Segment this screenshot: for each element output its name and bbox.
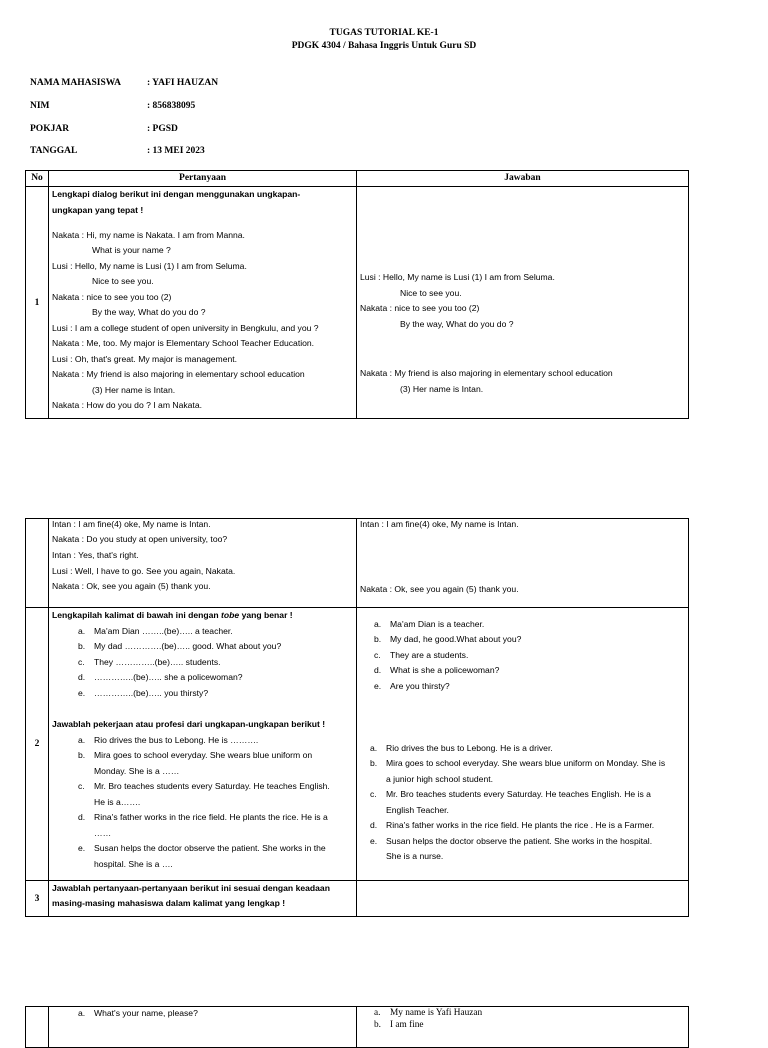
answer-item: c. They are a students. [374,650,469,660]
list-item: d. Rina's father works in the rice field. He plants the rice. He is a [78,812,328,822]
question-cell [49,608,357,881]
answer-item: b. My dad, he good.What about you? [374,634,522,644]
answer-line: Lusi : Hello, My name is Lusi (1) I am from Seluma. [360,272,555,282]
question-cell [49,881,357,917]
dialog-line: Nakata : Me, too. My major is Elementary School Teacher Education. [52,338,315,348]
dialog-line: Lusi : Well, I have to go. See you again, Nakata. [52,566,236,576]
list-item: e. Susan helps the doctor observe the patient. She works in the [78,843,326,853]
answer-item: a. Rio drives the bus to Lebong. He is a driver. [370,743,553,753]
list-item: hospital. She is a …. [94,859,173,869]
answer-item: b. Mira goes to school everyday. She wears blue uniform on Monday. She is [370,758,666,768]
answer-line: (3) Her name is Intan. [400,384,484,394]
question-number: 3 [26,881,49,917]
answer-cell [357,187,689,419]
document-subtitle: PDGK 4304 / Bahasa Inggris Untuk Guru SD [291,41,477,51]
dialog-line: Nakata : How do you do ? I am Nakata. [52,400,202,410]
answer-line: Nakata : Ok, see you again (5) thank you. [360,584,519,594]
answer-item: d. What is she a policewoman? [374,665,500,675]
list-item: c. Mr. Bro teaches students every Saturday. He teaches English. [78,781,330,791]
dialog-line: Nakata : Ok, see you again (5) thank you. [52,581,211,591]
pokjar-value: : PGSD [147,124,178,134]
list-item: …… [94,828,112,838]
instruction-line: ungkapan yang tepat ! [52,205,144,215]
answer-cell [357,881,689,917]
answer-item: English Teacher. [386,805,449,815]
answer-cell [357,1007,689,1048]
table-header-row [26,171,689,187]
answer-item: a junior high school student. [386,774,494,784]
header-question: Pertanyaan [49,171,357,187]
instruction-text: Lengkapilah kalimat di bawah ini dengan [52,610,222,620]
question-cell [49,519,357,608]
list-item: b. My dad ………….(be)….. good. What about you? [78,641,282,651]
answer-item: e. Are you thirsty? [374,681,450,691]
instruction-line: Jawablah pekerjaan atau profesi dari ungkapan-ungkapan berikut ! [52,719,326,729]
dialog-line: (3) Her name is Intan. [92,385,176,395]
instruction-line: Lengkapi dialog berikut ini dengan menggunakan ungkapan- [52,189,301,199]
answer-cell [357,519,689,608]
tobe-word: tobe [221,610,240,620]
answer-item: c. Mr. Bro teaches students every Saturday. He teaches English. He is a [370,789,651,799]
nim-label: NIM [30,101,50,111]
dialog-line: Intan : I am fine(4) oke, My name is Intan. [52,519,211,529]
answer-cell [357,608,689,881]
table-row-question-3 [26,881,689,917]
answer-item: b. I am fine [374,1020,424,1030]
question-number: 2 [26,608,49,881]
table-row-question-1 [26,187,689,419]
list-item: b. Mira goes to school everyday. She wears blue uniform on [78,750,313,760]
dialog-line: Nakata : My friend is also majoring in elementary school education [52,369,305,379]
answer-line: Nakata : My friend is also majoring in elementary school education [360,368,613,378]
instruction-text: yang benar ! [239,610,293,620]
list-item: a. What's your name, please? [78,1008,198,1018]
name-label: NAMA MAHASISWA [30,78,122,88]
list-item: He is a……. [94,797,141,807]
answer-item: a. Ma'am Dian is a teacher. [374,619,485,629]
answer-line: Intan : I am fine(4) oke, My name is Intan. [360,519,519,529]
dialog-line: Intan : Yes, that's right. [52,550,139,560]
empty-number-cell [26,1007,49,1048]
header-answer: Jawaban [357,171,689,187]
instruction-line: masing-masing mahasiswa dalam kalimat yang lengkap ! [52,898,286,908]
empty-number-cell [26,519,49,608]
list-item: c. They …………..(be)….. students. [78,657,221,667]
instruction-line: Jawablah pertanyaan-pertanyaan berikut ini sesuai dengan keadaan [52,883,330,893]
list-item: e. …………..(be)….. you thirsty? [78,688,209,698]
document-title: TUGAS TUTORIAL KE-1 [329,28,439,38]
answer-item: She is a nurse. [386,851,444,861]
list-item: a. Ma'am Dian ……..(be)….. a teacher. [78,626,233,636]
table-row-question-3-continued [26,1007,689,1048]
list-item: Monday. She is a …… [94,766,180,776]
question-cell [49,1007,357,1048]
dialog-line: Lusi : I am a college student of open university in Bengkulu, and you ? [52,323,319,333]
list-item: a. Rio drives the bus to Lebong. He is ………. [78,735,259,745]
dialog-line: Nice to see you. [92,276,154,286]
dialog-line: Lusi : Oh, that's great. My major is management. [52,354,238,364]
pokjar-label: POKJAR [30,124,70,134]
date-label: TANGGAL [30,146,78,156]
answer-line: Nice to see you. [400,288,462,298]
assignment-table-page-3 [25,1006,689,1048]
assignment-table-page-2 [25,518,689,917]
answer-item: d. Rina's father works in the rice field. He plants the rice . He is a Farmer. [370,820,655,830]
table-row-question-2 [26,608,689,881]
dialog-line: Lusi : Hello, My name is Lusi (1) I am from Seluma. [52,261,247,271]
name-value: : YAFI HAUZAN [147,78,219,88]
answer-item: e. Susan helps the doctor observe the patient. She works in the hospital. [370,836,653,846]
dialog-line: By the way, What do you do ? [92,307,206,317]
header-no: No [26,171,49,187]
answer-item: a. My name is Yafi Hauzan [374,1008,483,1018]
dialog-line: Nakata : Hi, my name is Nakata. I am from Manna. [52,230,245,240]
dialog-line: Nakata : Do you study at open university, too? [52,534,228,544]
answer-line: Nakata : nice to see you too (2) [360,303,480,313]
question-number: 1 [26,187,49,419]
assignment-table [25,170,689,419]
list-item: d. …………..(be)….. she a policewoman? [78,672,243,682]
dialog-line: What is your name ? [92,245,171,255]
instruction-line [52,610,293,621]
dialog-line: Nakata : nice to see you too (2) [52,292,172,302]
answer-line: By the way, What do you do ? [400,319,514,329]
nim-value: : 856838095 [147,101,196,111]
question-cell [49,187,357,419]
date-value: : 13 MEI 2023 [147,146,205,156]
table-row-question-1-continued [26,519,689,608]
